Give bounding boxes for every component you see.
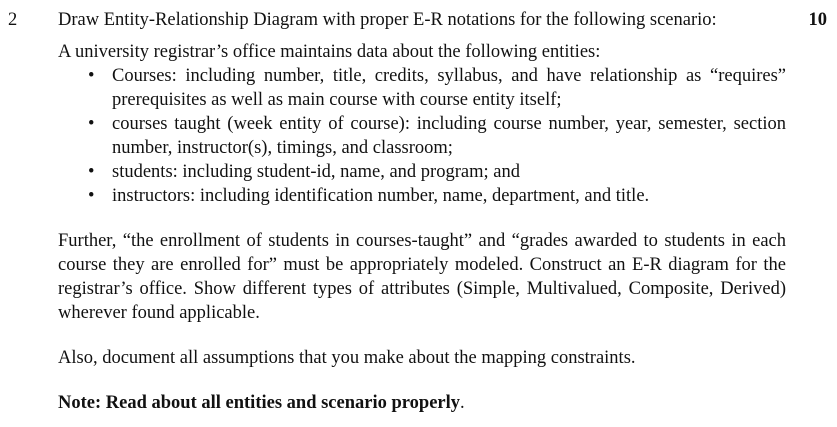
question-body <box>58 40 786 415</box>
question-marks: 10 <box>808 10 827 30</box>
bullet-icon: • <box>88 186 95 206</box>
bullet-icon: • <box>88 66 95 86</box>
list-item <box>58 184 786 208</box>
list-item <box>58 160 786 184</box>
list-item-text: Courses: including number, title, credits, syllabus, and have relationship as “requires” prerequisites as well as main course with course entity itself; <box>112 66 786 110</box>
list-item-text: courses taught (week entity of course): including course number, year, semester, section number, instructor(s), timings, and classroom; <box>112 114 786 158</box>
bullet-icon: • <box>88 162 95 182</box>
further-paragraph: Further, “the enrollment of students in courses-taught” and “grades awarded to students in each course they are enrolled for” must be appropriately modeled. Construct an E-R diagram for the registrar’s office. Show different types of attributes (Simple, Multivalued, Composite, Derived) wherever found applicable. <box>58 231 786 323</box>
bullet-icon: • <box>88 114 95 134</box>
note-paragraph <box>58 391 786 415</box>
note-tail-text: . <box>460 393 465 413</box>
note-bold-text: Note: Read about all entities and scenario properly <box>58 393 461 413</box>
question-title: Draw Entity-Relationship Diagram with proper E-R notations for the following scenario: <box>58 10 717 30</box>
list-item <box>58 64 786 112</box>
intro-text: A university registrar’s office maintains data about the following entities: <box>58 42 601 62</box>
list-item-text: instructors: including identification number, name, department, and title. <box>112 186 650 206</box>
assumptions-paragraph: Also, document all assumptions that you make about the mapping constraints. <box>58 348 636 368</box>
entity-list <box>58 64 786 208</box>
list-item <box>58 112 786 160</box>
list-item-text: students: including student-id, name, and program; and <box>112 162 520 182</box>
question-number: 2 <box>8 10 18 30</box>
